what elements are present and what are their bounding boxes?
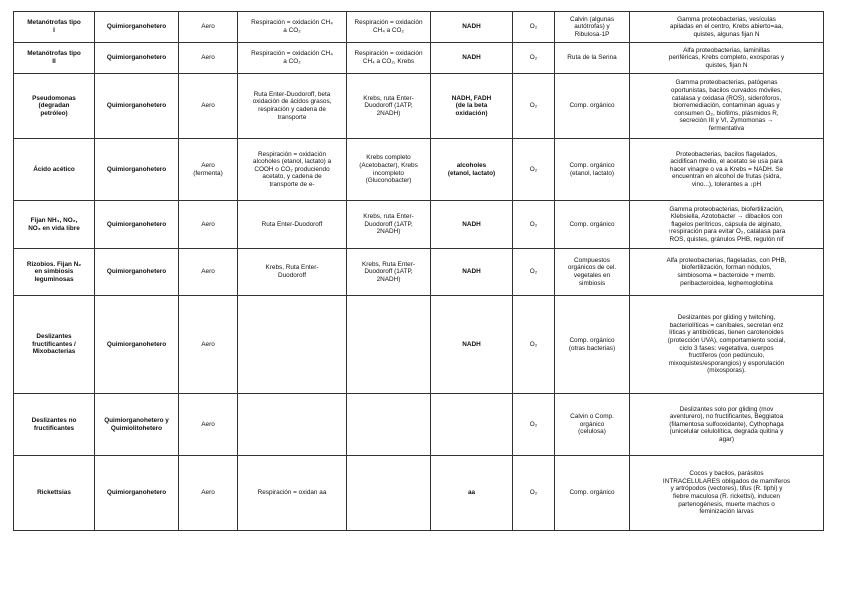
organism-cell xyxy=(14,394,95,456)
cell-text-line: Aero xyxy=(201,161,215,169)
cell-text-line: periféricas, Krebs completo, exosporas y xyxy=(668,54,785,62)
cell-text-line: (otras bacterias) xyxy=(568,344,616,352)
cell-text-line: Alfa proteobacterias, flageladas, con PHB, xyxy=(666,256,787,264)
cell-text-line: II xyxy=(52,58,56,65)
cell-text-line: Fijan NH₄, NO₂, xyxy=(30,216,78,224)
cell-text-line: Deslizantes no xyxy=(31,416,77,424)
cell-text-line: Aero xyxy=(201,340,215,348)
notes-cell xyxy=(630,249,824,296)
cell-text-line: Comp. orgánico xyxy=(569,102,615,110)
cell-text-line: NADH, FADH xyxy=(451,94,492,102)
cell-text-line: INTRACELULARES obligados de mamíferos xyxy=(662,477,791,485)
cell-text-line: incompleto xyxy=(373,169,404,177)
cell-text-line: Aero xyxy=(201,220,215,228)
metabolism-table xyxy=(13,11,824,531)
cell-text-line: Ácido acético xyxy=(33,165,75,173)
energy-process-cell xyxy=(238,201,347,249)
cell-text-line: leguminosas xyxy=(34,275,74,283)
cell-text-line: I xyxy=(53,27,55,34)
cell-text-line: secreción III y VI, Zymomonas → xyxy=(679,117,774,125)
cell-text-line: Respiración = oxidan aa xyxy=(257,489,327,497)
cell-text-line: fructíferos (con pedúnculo, xyxy=(688,352,765,360)
cell-text-line: a CO₂ xyxy=(283,58,301,65)
table-row xyxy=(14,296,824,394)
cell-text-line: Comp. orgánico xyxy=(569,489,615,497)
cell-text-line: Duodoroff (1ATP, xyxy=(364,268,413,276)
oxygen-cell xyxy=(179,296,238,394)
cell-text-line: Deslizantes xyxy=(36,333,72,341)
carbon-source-cell xyxy=(555,394,630,456)
cell-text-line: NO₃ en vida libre xyxy=(28,224,80,232)
cell-text-line: Comp. orgánico xyxy=(569,336,615,344)
table-row xyxy=(14,201,824,249)
cell-text-line: (protección UVA), comportamiento social, xyxy=(667,336,786,344)
cell-text-line: (degradan xyxy=(38,102,70,110)
cell-text-line: Gamma proteobacterias, patógenas xyxy=(675,79,778,87)
cell-text-line: O₂ xyxy=(529,165,538,173)
reducing-power-cell xyxy=(431,139,513,201)
carbon-source-cell xyxy=(555,296,630,394)
cell-text-line: Aero xyxy=(201,54,215,62)
cell-text-line: Krebs, Ruta Enter- xyxy=(265,264,319,272)
cell-text-line: NADH xyxy=(462,340,481,348)
cell-text-line: CH₄ a CO₂, Krebs xyxy=(362,58,415,65)
cell-text-line: (etanol, lactato) xyxy=(447,169,496,177)
cell-text-line: Aero xyxy=(201,420,215,428)
cell-text-line: COOH o CO₂ produciendo xyxy=(254,165,330,173)
cell-text-line: partenogénesis, muerte machos o xyxy=(678,500,775,508)
cell-text-line: líticas y antibióticas, tienen carotenoides xyxy=(669,329,784,337)
cell-text-line: Cocos y bacilos, parásitos xyxy=(689,470,764,478)
cell-text-line: Aero xyxy=(201,268,215,276)
metabolism-type-cell xyxy=(95,456,179,531)
oxygen-cell xyxy=(179,139,238,201)
pathway-cell xyxy=(347,43,431,74)
cell-text-line: Ruta Enter-Duodoroff, beta xyxy=(253,90,331,98)
energy-process-cell xyxy=(238,296,347,394)
cell-text-line: (fermenta) xyxy=(193,169,223,177)
organism-cell xyxy=(14,296,95,394)
reducing-power-cell xyxy=(431,249,513,296)
electron-acceptor-cell xyxy=(513,296,555,394)
carbon-source-cell xyxy=(555,201,630,249)
cell-text-line: hacer vinagre o va a Krebs = NADH. Se xyxy=(669,165,784,173)
cell-text-line: ↑respiración para evitar O₂, catalasa para xyxy=(667,228,786,236)
pathway-cell xyxy=(347,12,431,43)
notes-cell xyxy=(630,296,824,394)
cell-text-line: Krebs, ruta Enter- xyxy=(363,94,414,102)
cell-text-line: NADH xyxy=(462,268,481,276)
cell-text-line: simbiosis xyxy=(578,279,606,287)
table-row xyxy=(14,43,824,74)
cell-text-line: NADH xyxy=(462,220,481,228)
cell-text-line: Calvin (algunas xyxy=(569,15,615,23)
electron-acceptor-cell xyxy=(513,74,555,139)
cell-text-line: Duodoroff (1ATP, xyxy=(364,102,413,110)
organism-cell xyxy=(14,456,95,531)
cell-text-line: orgánicos de cel. xyxy=(567,264,617,272)
cell-text-line: catalasa y oxidasa (ROS), sideróforos, xyxy=(671,94,782,102)
cell-text-line: fructificantes / xyxy=(32,340,76,348)
cell-text-line: mixoquistes/esporangios) y esporulación xyxy=(668,359,785,367)
organism-cell xyxy=(14,12,95,43)
reducing-power-cell xyxy=(431,43,513,74)
cell-text-line: oxidación de ácidos grasos, xyxy=(252,98,332,106)
cell-text-line: vino...), tolerantes a ↓pH xyxy=(691,180,762,188)
metabolism-type-cell xyxy=(95,139,179,201)
reducing-power-cell xyxy=(431,394,513,456)
cell-text-line: Respiración = oxidación xyxy=(354,19,423,27)
cell-text-line: ROS, quistes, gránulos PHB, regulón nif xyxy=(669,235,784,243)
cell-text-line: Ribulosa-1P xyxy=(574,30,610,38)
energy-process-cell xyxy=(238,394,347,456)
cell-text-line: 2NADH) xyxy=(376,109,401,117)
cell-text-line: O₂ xyxy=(529,489,538,497)
cell-text-line: flagelos perítricos, cápsula de alginato, xyxy=(671,220,782,228)
table-row xyxy=(14,74,824,139)
cell-text-line: Calvin o Comp. xyxy=(570,413,614,421)
cell-text-line: Rickettsias xyxy=(37,489,71,497)
cell-text-line: quistes, fijan N xyxy=(705,61,748,69)
electron-acceptor-cell xyxy=(513,249,555,296)
organism-cell xyxy=(14,249,95,296)
organism-cell xyxy=(14,139,95,201)
cell-text-line: Aero xyxy=(201,489,215,497)
electron-acceptor-cell xyxy=(513,394,555,456)
notes-cell xyxy=(630,139,824,201)
cell-text-line: petróleo) xyxy=(40,109,68,117)
cell-text-line: Respiración = oxidación xyxy=(257,150,327,158)
cell-text-line: peribacteroidea, leghemoglobina xyxy=(680,279,773,287)
cell-text-line: (mixosporas). xyxy=(707,367,746,375)
cell-text-line: oportunistas, bacilos curvados móviles, xyxy=(670,87,783,95)
cell-text-line: Gamma proteobacterias, biofertilización, xyxy=(669,205,784,213)
cell-text-line: bacteriolíticas = caníbales, secretan enz xyxy=(669,321,784,329)
cell-text-line: Respiración = oxidación CH₄ xyxy=(251,19,333,27)
table-row xyxy=(14,139,824,201)
cell-text-line: autótrofas) y xyxy=(574,23,610,31)
organism-cell xyxy=(14,201,95,249)
cell-text-line: feminización larvas xyxy=(699,508,754,516)
cell-text-line: Quimiorganohetero xyxy=(106,268,167,276)
cell-text-line: (etanol, lactato) xyxy=(569,169,615,177)
organism-cell xyxy=(14,74,95,139)
cell-text-line: Metanótrofas tipo xyxy=(27,19,81,27)
cell-text-line: CH₄ a CO₂ xyxy=(372,27,404,34)
cell-text-line: en simbiosis xyxy=(34,268,74,276)
cell-text-line: biorremediación, contaminan aguas y xyxy=(673,102,780,110)
cell-text-line: a CO₂ xyxy=(283,27,301,34)
pathway-cell xyxy=(347,249,431,296)
cell-text-line: NADH xyxy=(462,54,481,62)
cell-text-line: Quimiorganohetero xyxy=(106,220,167,228)
electron-acceptor-cell xyxy=(513,456,555,531)
cell-text-line: ciclo 3 fases: vegetativa, cuerpos xyxy=(679,344,774,352)
cell-text-line: alcoholes (etanol, lactato) a xyxy=(252,158,332,166)
energy-process-cell xyxy=(238,139,347,201)
energy-process-cell xyxy=(238,43,347,74)
table-row xyxy=(14,12,824,43)
cell-text-line: Metanótrofas tipo xyxy=(27,50,81,58)
cell-text-line: Gamma proteobacterias, vesículas xyxy=(677,15,776,23)
pathway-cell xyxy=(347,296,431,394)
cell-text-line: Duodoroff (1ATP, xyxy=(364,220,413,228)
oxygen-cell xyxy=(179,43,238,74)
cell-text-line: O₂ xyxy=(529,268,538,276)
cell-text-line: Aero xyxy=(201,23,215,31)
cell-text-line: simbiosoma = bacteroide + memb. xyxy=(677,272,776,279)
cell-text-line: Rizobios. Fijan N₂ xyxy=(26,260,82,268)
cell-text-line: transporte de e- xyxy=(269,180,315,188)
electron-acceptor-cell xyxy=(513,43,555,74)
cell-text-line: O₂ xyxy=(529,220,538,228)
cell-text-line: 2NADH) xyxy=(376,275,401,283)
carbon-source-cell xyxy=(555,12,630,43)
carbon-source-cell xyxy=(555,249,630,296)
cell-text-line: Quimiorganohetero y xyxy=(104,416,169,424)
cell-text-line: agar) xyxy=(719,435,734,443)
cell-text-line: respiración y cadena de xyxy=(258,106,326,113)
carbon-source-cell xyxy=(555,456,630,531)
cell-text-line: (celulosa) xyxy=(578,428,606,436)
metabolism-type-cell xyxy=(95,43,179,74)
table-row xyxy=(14,249,824,296)
metabolism-type-cell xyxy=(95,394,179,456)
cell-text-line: Quimiorganohetero xyxy=(106,165,167,173)
energy-process-cell xyxy=(238,456,347,531)
pathway-cell xyxy=(347,456,431,531)
cell-text-line: encuentran en alcohol de frutas (sidra, xyxy=(671,173,782,181)
energy-process-cell xyxy=(238,74,347,139)
metabolism-type-cell xyxy=(95,201,179,249)
electron-acceptor-cell xyxy=(513,139,555,201)
cell-text-line: Krebs, Ruta Enter- xyxy=(362,260,415,268)
pathway-cell xyxy=(347,139,431,201)
organism-cell xyxy=(14,43,95,74)
carbon-source-cell xyxy=(555,139,630,201)
cell-text-line: biofertilización, forman nódulos, xyxy=(681,264,772,272)
cell-text-line: (filamentosa sulfooxidante), Cythophaga xyxy=(669,420,784,428)
notes-cell xyxy=(630,456,824,531)
cell-text-line: Duodoroff xyxy=(278,272,306,279)
cell-text-line: Krebs completo xyxy=(366,154,411,162)
table-row xyxy=(14,394,824,456)
oxygen-cell xyxy=(179,201,238,249)
cell-text-line: orgánico xyxy=(579,420,605,428)
cell-text-line: Alfa proteobacterias, laminillas xyxy=(683,46,770,54)
metabolism-type-cell xyxy=(95,296,179,394)
cell-text-line: fiebre maculosa (R. rickettsi), inducen xyxy=(673,493,780,500)
cell-text-line: O₂ xyxy=(529,340,538,348)
metabolism-type-cell xyxy=(95,74,179,139)
cell-text-line: vegetales en xyxy=(573,272,611,279)
energy-process-cell xyxy=(238,249,347,296)
energy-process-cell xyxy=(238,12,347,43)
reducing-power-cell xyxy=(431,296,513,394)
cell-text-line: (Acetobacter), Krebs xyxy=(359,161,418,169)
metabolism-type-cell xyxy=(95,12,179,43)
cell-text-line: (unicelular celulolítica, degrada quitina y xyxy=(669,428,784,436)
reducing-power-cell xyxy=(431,74,513,139)
cell-text-line: apiladas en el centro, Krebs abierto=aa, xyxy=(669,23,784,31)
cell-text-line: consumen O₂, biofilms, plásmidos R, xyxy=(674,109,779,117)
cell-text-line: Comp. orgánico xyxy=(569,220,615,228)
cell-text-line: aa xyxy=(467,489,476,497)
cell-text-line: Deslizantes solo por gliding (mov xyxy=(679,405,774,413)
cell-text-line: O₂ xyxy=(529,23,538,31)
cell-text-line: (Gluconobacter) xyxy=(365,177,412,185)
cell-text-line: O₂ xyxy=(529,102,538,110)
reducing-power-cell xyxy=(431,201,513,249)
reducing-power-cell xyxy=(431,12,513,43)
cell-text-line: Comp. orgánico xyxy=(569,161,615,169)
notes-cell xyxy=(630,394,824,456)
cell-text-line: O₂ xyxy=(529,420,538,428)
metabolism-type-cell xyxy=(95,249,179,296)
cell-text-line: Quimiorganohetero xyxy=(106,102,167,110)
cell-text-line: Compuestos xyxy=(574,256,610,264)
carbon-source-cell xyxy=(555,74,630,139)
cell-text-line: fermentativa xyxy=(708,124,745,132)
electron-acceptor-cell xyxy=(513,201,555,249)
cell-text-line: Respiración = oxidación CH₄ xyxy=(251,50,333,58)
cell-text-line: Respiración = oxidación xyxy=(354,50,423,58)
cell-text-line: 2NADH) xyxy=(376,228,401,236)
cell-text-line: Aero xyxy=(201,102,215,110)
cell-text-line: Ruta de la Serina xyxy=(567,54,617,62)
cell-text-line: quistes, algunas fijan N xyxy=(693,30,760,38)
cell-text-line: fructificantes xyxy=(33,424,75,432)
oxygen-cell xyxy=(179,249,238,296)
cell-text-line: Quimiorganohetero xyxy=(106,340,167,348)
electron-acceptor-cell xyxy=(513,12,555,43)
cell-text-line: alcoholes xyxy=(456,161,487,169)
cell-text-line: (de la beta xyxy=(455,102,488,110)
cell-text-line: Proteobacterias, bacilos flagelados, xyxy=(676,150,777,158)
cell-text-line: aventurero), no fructificantes, Beggiatoa xyxy=(669,413,784,421)
pathway-cell xyxy=(347,394,431,456)
cell-text-line: oxidación) xyxy=(455,109,488,117)
pathway-cell xyxy=(347,201,431,249)
cell-text-line: Pseudomonas xyxy=(32,94,76,102)
oxygen-cell xyxy=(179,456,238,531)
oxygen-cell xyxy=(179,12,238,43)
notes-cell xyxy=(630,74,824,139)
cell-text-line: Quimiolitohetero xyxy=(110,424,163,432)
cell-text-line: O₂ xyxy=(529,54,538,62)
cell-text-line: Quimiorganohetero xyxy=(106,489,167,497)
notes-cell xyxy=(630,201,824,249)
pathway-cell xyxy=(347,74,431,139)
cell-text-line: transporte xyxy=(277,113,307,121)
oxygen-cell xyxy=(179,394,238,456)
cell-text-line: Deslizantes por gliding y twitching, xyxy=(677,314,776,322)
reducing-power-cell xyxy=(431,456,513,531)
cell-text-line: Mixobacterias xyxy=(32,348,76,356)
cell-text-line: y artrópodos (vectores), tifus (R. tiphi) y xyxy=(670,485,783,493)
cell-text-line: Klebsiella, Azotobacter → dibacilos con xyxy=(670,213,783,221)
cell-text-line: acetato, y cadena de xyxy=(262,173,322,181)
cell-text-line: Ruta Enter-Duodoroff xyxy=(261,220,323,228)
notes-cell xyxy=(630,12,824,43)
table-row xyxy=(14,456,824,531)
cell-text-line: NADH xyxy=(462,23,481,31)
notes-cell xyxy=(630,43,824,74)
cell-text-line: acidifican medio, el acetato se usa para xyxy=(670,158,783,166)
cell-text-line: Quimiorganohetero xyxy=(106,23,167,31)
cell-text-line: Quimiorganohetero xyxy=(106,54,167,62)
carbon-source-cell xyxy=(555,43,630,74)
oxygen-cell xyxy=(179,74,238,139)
cell-text-line: Krebs, ruta Enter- xyxy=(363,213,414,221)
